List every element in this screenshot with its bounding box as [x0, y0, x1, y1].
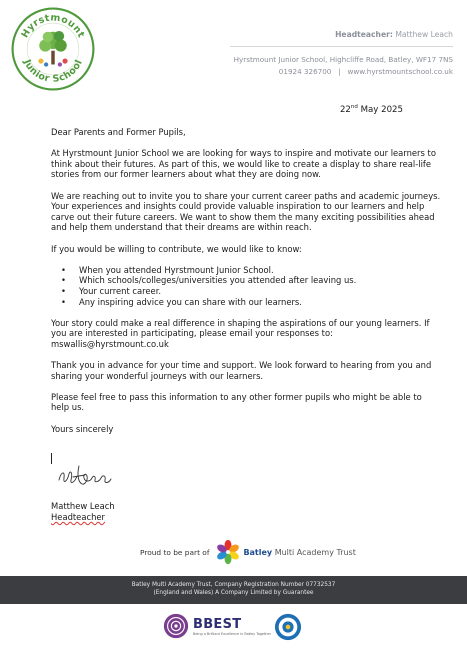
- signer-name: Matthew Leach: [51, 501, 115, 511]
- trust-affiliation: [140, 537, 356, 567]
- signature-image: [55, 460, 125, 490]
- logo-text-top: Hyrstmount: [19, 12, 87, 40]
- bbest-logo: [162, 612, 271, 640]
- headteacher-label: Headteacher:: [335, 30, 393, 39]
- school-logo: [10, 6, 96, 92]
- logo-text-bottom: Junior School: [21, 58, 85, 85]
- tree-icon: [38, 31, 67, 67]
- list-item: • Any inspiring advice you can share with our learners.: [51, 297, 441, 308]
- trust-name-rest: Multi Academy Trust: [274, 547, 356, 557]
- paragraph-story: Your story could make a real difference in shaping the aspirations of our young learners. If you are interested in participating, please email your responses to: mswallis@hyrstmount.co.uk: [51, 317, 430, 349]
- date-month-year: May 2025: [360, 104, 403, 115]
- question-list: [51, 265, 441, 307]
- bbest-tagline: Being a Brilliant Excellence in Batley Together: [193, 631, 271, 636]
- letter-body: [51, 127, 441, 445]
- paragraph-contribute: If you would be willing to contribute, we would like to know:: [51, 243, 302, 254]
- date-day: 22: [339, 104, 351, 115]
- headteacher-name: Matthew Leach: [395, 30, 453, 39]
- school-address: Hyrstmount Junior School, Highcliffe Road, Batley, WF17 7NS: [233, 55, 453, 64]
- signer-block: [51, 501, 115, 523]
- proud-text: Proud to be part of: [140, 547, 210, 557]
- trust-name-bold: Batley: [243, 547, 273, 557]
- date-suffix: nd: [350, 104, 358, 110]
- header-divider: [230, 46, 453, 47]
- salutation: Dear Parents and Former Pupils,: [51, 127, 186, 137]
- trust-flower-icon: [215, 539, 241, 565]
- contact-line: [279, 67, 453, 76]
- paragraph-invite: We are reaching out to invite you to share your current career paths and academic journeys. Your experiences and insights could provide valuable inspiration to our learners and help carve out their future careers. We want to show them the many exciting possibilities ahead and help them understand that their dreams are within reach.: [51, 190, 441, 233]
- paragraph-thanks: Thank you in advance for your time and support. We look forward to hearing from you and sharing your wonderful journeys with our learners.: [51, 360, 432, 381]
- letter-date: [340, 104, 403, 115]
- paragraph-share: Please feel free to pass this information to any other former pupils who might be able to help us.: [51, 391, 422, 413]
- signature-area: [51, 451, 171, 491]
- footer-company: (England and Wales) A Company Limited by Guarantee: [153, 589, 314, 596]
- bbest-wordmark: BBEST: [193, 616, 242, 632]
- list-item: • Your current career.: [51, 286, 441, 297]
- school-website-link[interactable]: www.hyrstmountschool.co.uk: [347, 67, 453, 76]
- footer-bar: [0, 576, 467, 604]
- signer-title: Headteacher: [51, 512, 105, 522]
- closing: Yours sincerely: [51, 423, 114, 434]
- headteacher-line: [335, 30, 453, 39]
- bbest-rose-icon: [162, 612, 190, 640]
- list-item: • When you attended Hyrstmount Junior School.: [51, 265, 441, 276]
- yorkshire-rose-badge-icon: [274, 613, 302, 641]
- school-phone: 01924 326700: [278, 67, 332, 76]
- list-item: • Which schools/colleges/universities you attended after leaving us.: [51, 275, 441, 286]
- text-cursor: [51, 453, 52, 464]
- footer-registration: Batley Multi Academy Trust, Company Registration Number 07732537: [131, 582, 336, 588]
- paragraph-intro: At Hyrstmount Junior School we are looking for ways to inspire and motivate our learners to think about their futures. As part of this, we would like to create a display to share real-life stories from our former learners about what they are doing now.: [51, 148, 436, 180]
- contact-separator: |: [338, 67, 341, 76]
- trust-name: [243, 548, 355, 557]
